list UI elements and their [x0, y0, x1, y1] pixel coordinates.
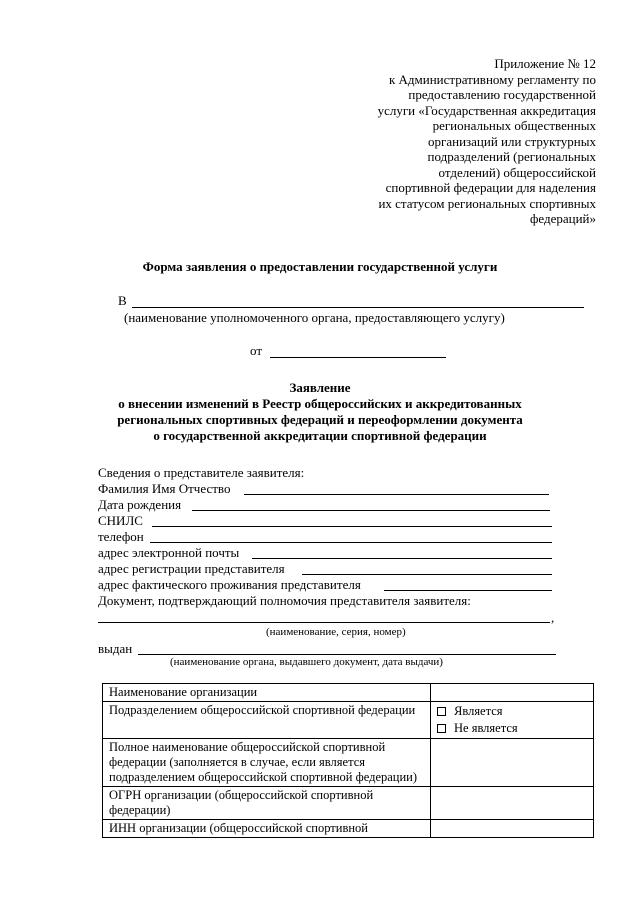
option-label: Не является [454, 721, 518, 735]
table-row [103, 739, 594, 787]
appendix-line: предоставлению государственной [408, 87, 596, 102]
table-row [103, 702, 594, 739]
checkbox-icon[interactable] [437, 707, 446, 716]
federation-name-input[interactable] [431, 739, 594, 787]
field-label: Дата рождения [98, 497, 182, 512]
inn-input[interactable] [431, 820, 594, 838]
snils-field[interactable] [152, 526, 552, 527]
appendix-line: организаций или структурных [428, 133, 596, 149]
checkbox-icon[interactable] [437, 724, 446, 733]
document-field[interactable] [98, 622, 550, 623]
field-label: адрес фактического проживания представителя [98, 577, 361, 592]
field-label: адрес регистрации представителя [98, 561, 285, 576]
appendix-note [336, 56, 596, 227]
appendix-line: отделений) общероссийской [438, 164, 596, 180]
table-cell-label: Подразделением общероссийской спортивной федерации [103, 702, 431, 739]
appendix-line: региональных общественных [432, 118, 596, 133]
issued-caption: (наименование органа, выдавшего документ, дата выдачи) [170, 656, 443, 668]
table-cell-label: ИНН организации (общероссийской спортивной [103, 820, 431, 838]
from-prefix: от [250, 343, 263, 358]
table-row [103, 820, 594, 838]
issued-field[interactable] [138, 654, 556, 655]
appendix-line: подразделений (региональных [427, 149, 596, 164]
document-caption: (наименование, серия, номер) [266, 626, 406, 638]
document-comma: , [551, 610, 555, 625]
table-row [103, 684, 594, 702]
appendix-line: услуги «Государственная аккредитация [377, 102, 596, 118]
option-is[interactable] [437, 703, 587, 720]
to-caption: (наименование уполномоченного органа, предоставляющего услугу) [124, 310, 505, 325]
birth-date-field[interactable] [192, 510, 550, 511]
form-title: Форма заявления о предоставлении государственной услуги [142, 259, 498, 274]
subdivision-options [431, 702, 594, 739]
actual-address-field[interactable] [384, 590, 552, 591]
statement-line: региональных спортивных федераций и переоформлении документа [117, 412, 523, 427]
statement-heading [0, 380, 640, 444]
field-label: СНИЛС [98, 513, 143, 528]
field-label: телефон [98, 529, 144, 544]
email-field[interactable] [252, 558, 552, 559]
field-label: адрес электронной почты [98, 545, 240, 560]
statement-line: о внесении изменений в Реестр общероссийских и аккредитованных [118, 396, 522, 411]
option-is-not[interactable] [437, 720, 587, 737]
issued-prefix: выдан [98, 641, 133, 656]
to-field[interactable] [132, 307, 584, 308]
registration-address-field[interactable] [302, 574, 552, 575]
to-prefix: В [118, 293, 127, 308]
statement-line: о государственной аккредитации спортивной федерации [153, 428, 487, 443]
statement-title: Заявление [289, 380, 351, 395]
appendix-line: к Административному регламенту по [388, 71, 596, 87]
option-label: Является [454, 704, 503, 718]
document-label: Документ, подтверждающий полномочия представителя заявителя: [98, 593, 471, 608]
representative-header: Сведения о представителе заявителя: [98, 465, 305, 480]
ogrn-input[interactable] [431, 787, 594, 820]
org-name-input[interactable] [431, 684, 594, 702]
table-row [103, 787, 594, 820]
appendix-line: Приложение № 12 [494, 56, 596, 71]
table-cell-label: ОГРН организации (общероссийской спортивной федерации) [103, 787, 431, 820]
field-label: Фамилия Имя Отчество [98, 481, 231, 496]
appendix-line: спортивной федерации для наделения [385, 180, 596, 195]
phone-field[interactable] [150, 542, 552, 543]
appendix-line: их статусом региональных спортивных [378, 195, 596, 211]
table-cell-label: Наименование организации [103, 684, 431, 702]
full-name-field[interactable] [244, 494, 549, 495]
from-field[interactable] [270, 357, 446, 358]
organization-table [102, 683, 594, 838]
table-cell-label: Полное наименование общероссийской спортивной федерации (заполняется в случае, если является подразделением общероссийской спортивной федерации) [103, 739, 431, 787]
appendix-line: федераций» [529, 211, 596, 226]
